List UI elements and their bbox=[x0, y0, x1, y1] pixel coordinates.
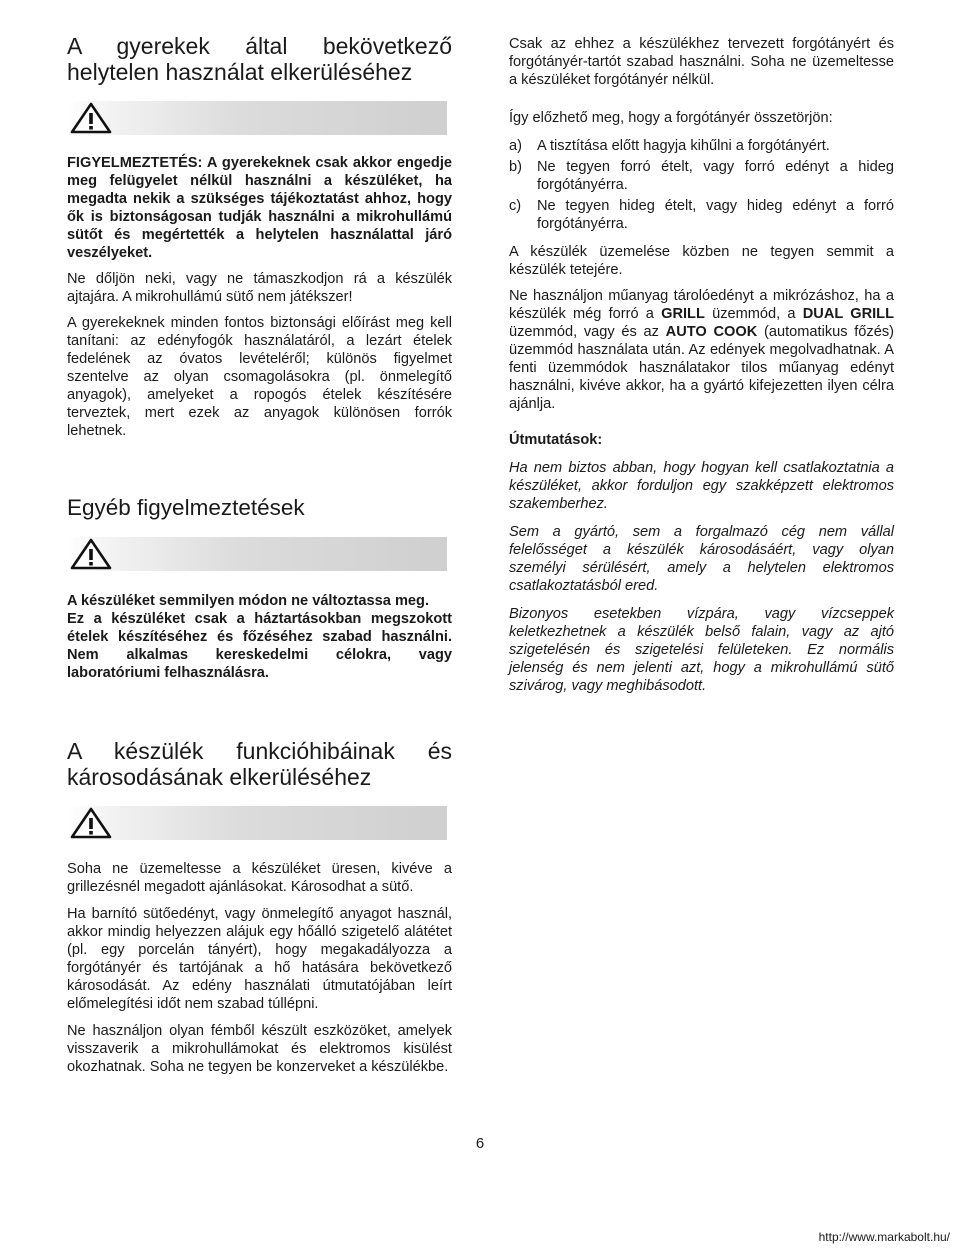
left-column-body-3 bbox=[67, 860, 452, 1076]
warning-triangle-icon bbox=[69, 101, 113, 135]
warning-triangle-icon bbox=[69, 806, 113, 840]
title-line-1: A készülék funkcióhibáinak és bbox=[67, 738, 452, 764]
malfunction-paragraph-3: Ne használjon olyan fémből készült eszközöket, amelyek visszaverik a mikrohullámokat és elektromos kisülést okozhatnak. Soha ne tegyen be konzerveket a készülékbe. bbox=[67, 1023, 452, 1075]
warning-banner-2 bbox=[67, 537, 447, 571]
right-column bbox=[509, 35, 894, 695]
list-label: c) bbox=[509, 198, 522, 214]
turntable-paragraph: Csak az ehhez a készülékhez tervezett forgótányért és forgótányér-tartót szabad használni. Soha ne üzemeltesse a készüléket forgótányér nélkül. bbox=[509, 36, 894, 88]
malfunction-paragraph-1: Soha ne üzemeltesse a készüléket üresen, kivéve a grillezésnél megadott ajánlásokat. Károsodhat a sütő. bbox=[67, 861, 452, 895]
page-number: 6 bbox=[475, 1135, 485, 1152]
left-column bbox=[67, 33, 452, 85]
text-run: (automatikus főzés) üzemmód használata után. Az edények megolvadhatnak. A fenti üzemmódok használatakor tilos műanyag edényt használni, kivéve akkor, ha a gyártó kifejezetten ilyen célra ajánlja. bbox=[509, 324, 894, 412]
instruction-1: Ha nem biztos abban, hogy hogyan kell csatlakoztatnia a készüléket, akkor forduljon egy szakképzett elektromos szakemberhez. bbox=[509, 460, 894, 512]
list-label: a) bbox=[509, 138, 522, 154]
text-run: Ne használjon műanyag tárolóedényt a mikrózáshoz, ha a készülék még forró a bbox=[509, 288, 894, 322]
household-use-text: Ez a készüléket csak a háztartásokban megszokott ételek készítéséhez és főzéséhez szabad használni. Nem alkalmas kereskedelmi célokra, vagy laboratóriumi felhasználásra. bbox=[67, 611, 452, 681]
list-label: b) bbox=[509, 159, 522, 175]
list-text: Ne tegyen hideg ételt, vagy hideg edényt a forró forgótányérra. bbox=[537, 198, 894, 232]
list-text: Ne tegyen forró ételt, vagy forró edényt a hideg forgótányérra. bbox=[537, 159, 894, 193]
list-text: A tisztítása előtt hagyja kihűlni a forgótányért. bbox=[537, 138, 830, 154]
top-of-device-paragraph: A készülék üzemelése közben ne tegyen semmit a készülék tetejére. bbox=[509, 244, 894, 278]
children-warning-text: FIGYELMEZTETÉS: A gyerekeknek csak akkor engedje meg felügyelet nélkül használni a készüléket, ha megadta nekik a szükséges tájékoztatást ahhoz, hogy ők is biztonságosan tudják használni a mikrohullámú sütőt és megértették a helytelen használattal járó veszélyeket. bbox=[67, 155, 452, 261]
title-line-2: károsodásának elkerüléséhez bbox=[67, 764, 372, 790]
modify-warning-text: A készüléket semmilyen módon ne változtassa meg. bbox=[67, 593, 430, 609]
plastic-container-paragraph bbox=[509, 287, 894, 413]
instruction-3: Bizonyos esetekben vízpára, vagy vízcseppek keletkezhetnek a készülék belső falain, vagy az ajtó szigetelésén és szigetelési felületeken. Ez normális jelenség és nem jelenti azt, hogy a mikrohullámú sütő szivárog, vagy meghibásodott. bbox=[509, 606, 894, 694]
mode-grill: GRILL bbox=[661, 306, 705, 322]
malfunction-title bbox=[67, 738, 452, 790]
section-title-other-warnings: Egyéb figyelmeztetések bbox=[67, 495, 305, 520]
text-run: üzemmód, vagy és az bbox=[509, 324, 666, 340]
section-title-children bbox=[67, 33, 452, 85]
turntable-intro: Így előzhető meg, hogy a forgótányér összetörjön: bbox=[509, 110, 833, 126]
warning-triangle-icon bbox=[69, 537, 113, 571]
children-paragraph-1: Ne dőljön neki, vagy ne támaszkodjon rá a készülék ajtajára. A mikrohullámú sütő nem játékszer! bbox=[67, 271, 452, 305]
title-line-2: helytelen használat elkerüléséhez bbox=[67, 59, 413, 85]
instruction-2: Sem a gyártó, sem a forgalmazó cég nem vállal felelősséget a készülék károsodásáért, vagy olyan személyi sérülésért, amely a helytelen elektromos csatlakoztatásból ered. bbox=[509, 524, 894, 594]
warning-banner-1 bbox=[67, 101, 447, 135]
mode-dual-grill: DUAL GRILL bbox=[802, 306, 894, 322]
section-title-malfunction bbox=[67, 738, 452, 790]
footer-url[interactable]: http://www.markabolt.hu/ bbox=[818, 1230, 950, 1244]
left-column-body-1 bbox=[67, 154, 452, 440]
list-item bbox=[509, 197, 894, 233]
warning-banner-3 bbox=[67, 806, 447, 840]
list-item bbox=[509, 158, 894, 194]
list-item bbox=[509, 137, 894, 155]
malfunction-paragraph-2: Ha barnító sütőedényt, vagy önmelegítő anyagot használ, akkor mindig helyezzen alájuk egy hőálló szigetelő alátétet (pl. egy porcelán tányért), hogy megakadályozza a forgótányér és tartójának a hő hatására bekövetkező károsodását. Az edény használati útmutatójában leírt előmelegítési időt nem szabad túllépni. bbox=[67, 906, 452, 1012]
turntable-list bbox=[509, 137, 894, 233]
text-run: üzemmód, a bbox=[704, 306, 803, 322]
mode-auto-cook: AUTO COOK bbox=[665, 324, 758, 340]
left-column-body-2 bbox=[67, 592, 452, 682]
title-line-1: A gyerekek által bekövetkező bbox=[67, 33, 452, 59]
instructions-heading: Útmutatások: bbox=[509, 432, 603, 448]
children-paragraph-2: A gyerekeknek minden fontos biztonsági előírást meg kell tanítani: az edényfogók használatáról, a lezárt ételek fedelének az óvatos levételéről; különös figyelmet szentelve az olyan csomagolásokra (pl. önmelegítő anyagok), amelyeket a ropogós ételek készítésére terveztek, mert ezek az anyagok különösen forrók lehetnek. bbox=[67, 315, 452, 439]
